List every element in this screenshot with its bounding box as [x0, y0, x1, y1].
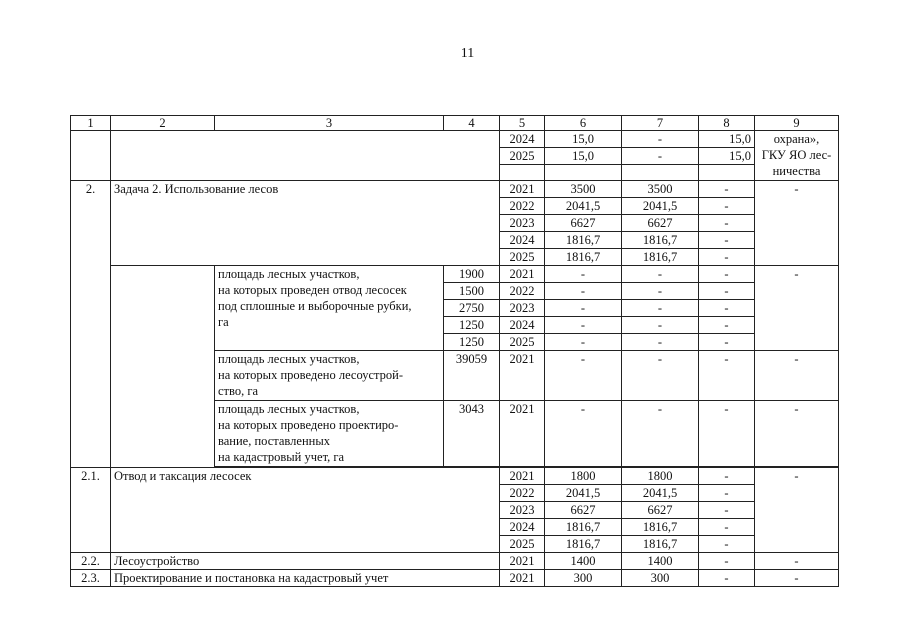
value-cell: 1816,7: [545, 519, 622, 536]
item-name-cell: Лесоустройство: [111, 553, 500, 570]
column-number: 2: [111, 116, 215, 131]
column-number: 5: [500, 116, 545, 131]
table-row: [71, 181, 839, 198]
year-cell: 2025: [500, 148, 545, 165]
value-cell: 1816,7: [545, 232, 622, 249]
value-cell: -: [622, 317, 699, 334]
value-cell: -: [622, 266, 699, 283]
year-cell: 2023: [500, 215, 545, 232]
value-cell: 1816,7: [622, 536, 699, 553]
value-cell: 1816,7: [545, 536, 622, 553]
value-cell: 2041,5: [545, 198, 622, 215]
empty-cell: [111, 266, 215, 468]
value-cell: -: [699, 215, 755, 232]
empty-cell: [500, 165, 545, 181]
value-cell: 1816,7: [622, 232, 699, 249]
target-value-cell: 1250: [444, 334, 500, 351]
year-cell: 2022: [500, 283, 545, 300]
column-numbers-row: [71, 116, 839, 131]
executor-cell: -: [755, 266, 839, 351]
value-cell: -: [622, 401, 699, 467]
value-cell: -: [699, 198, 755, 215]
column-number: 1: [71, 116, 111, 131]
value-cell: 6627: [622, 215, 699, 232]
indicator-text: площадь лесных участков, на которых проведено проектиро- вание, поставленных на кадастровый учет, га: [215, 401, 444, 467]
year-cell: 2024: [500, 232, 545, 249]
value-cell: -: [622, 148, 699, 165]
item-name-cell: Отвод и таксация лесосек: [111, 468, 500, 553]
value-cell: -: [699, 502, 755, 519]
value-cell: 6627: [622, 502, 699, 519]
year-cell: 2025: [500, 334, 545, 351]
executor-cell: -: [755, 351, 839, 401]
value-cell: 1800: [622, 468, 699, 485]
year-cell: 2021: [500, 266, 545, 283]
empty-cell: [622, 165, 699, 181]
value-cell: 15,0: [699, 148, 755, 165]
item-number-cell: 2.2.: [71, 553, 111, 570]
executor-cell: охрана», ГКУ ЯО лес- ничества: [755, 131, 839, 181]
indicator-text: площадь лесных участков, на которых проведено лесоустрой- ство, га: [215, 351, 444, 401]
executor-cell: -: [755, 553, 839, 570]
year-cell: 2022: [500, 485, 545, 502]
value-cell: 15,0: [545, 148, 622, 165]
value-cell: 300: [622, 570, 699, 587]
year-cell: 2025: [500, 249, 545, 266]
value-cell: 1800: [545, 468, 622, 485]
item-number-cell: 2.: [71, 181, 111, 468]
value-cell: 3500: [622, 181, 699, 198]
value-cell: -: [699, 570, 755, 587]
target-value-cell: 2750: [444, 300, 500, 317]
value-cell: 2041,5: [545, 485, 622, 502]
year-cell: 2022: [500, 198, 545, 215]
item-name-cell: Проектирование и постановка на кадастровый учет: [111, 570, 500, 587]
value-cell: -: [545, 351, 622, 401]
value-cell: -: [699, 249, 755, 266]
value-cell: -: [545, 300, 622, 317]
value-cell: 6627: [545, 215, 622, 232]
table-row: [71, 468, 839, 485]
value-cell: 1816,7: [622, 519, 699, 536]
year-cell: 2021: [500, 553, 545, 570]
year-cell: 2021: [500, 181, 545, 198]
value-cell: -: [699, 536, 755, 553]
target-value-cell: 1250: [444, 317, 500, 334]
empty-cell: [111, 131, 500, 181]
value-cell: 15,0: [545, 131, 622, 148]
column-number: 8: [699, 116, 755, 131]
year-cell: 2021: [500, 468, 545, 485]
year-cell: 2025: [500, 536, 545, 553]
value-cell: 300: [545, 570, 622, 587]
value-cell: -: [699, 519, 755, 536]
value-cell: -: [699, 553, 755, 570]
value-cell: 1816,7: [545, 249, 622, 266]
table-row: [71, 553, 839, 570]
value-cell: -: [545, 401, 622, 467]
item-number-cell: 2.1.: [71, 468, 111, 553]
year-cell: 2021: [500, 351, 545, 401]
year-cell: 2023: [500, 502, 545, 519]
executor-cell: -: [755, 181, 839, 266]
value-cell: -: [699, 232, 755, 249]
value-cell: -: [699, 317, 755, 334]
executor-cell: -: [755, 468, 839, 553]
value-cell: -: [622, 334, 699, 351]
column-number: 4: [444, 116, 500, 131]
column-number: 3: [215, 116, 444, 131]
value-cell: 3500: [545, 181, 622, 198]
value-cell: -: [699, 468, 755, 485]
empty-cell: [71, 131, 111, 181]
value-cell: -: [699, 351, 755, 401]
column-number: 7: [622, 116, 699, 131]
empty-cell: [545, 165, 622, 181]
item-name-cell: Задача 2. Использование лесов: [111, 181, 500, 266]
program-table: [70, 115, 839, 587]
value-cell: -: [622, 351, 699, 401]
target-value-cell: 1900: [444, 266, 500, 283]
year-cell: 2024: [500, 131, 545, 148]
value-cell: -: [622, 300, 699, 317]
value-cell: -: [545, 334, 622, 351]
target-value-cell: 3043: [444, 401, 500, 467]
year-cell: 2021: [500, 570, 545, 587]
empty-cell: [699, 165, 755, 181]
column-number: 9: [755, 116, 839, 131]
value-cell: -: [699, 401, 755, 467]
executor-cell: -: [755, 570, 839, 587]
item-number-cell: 2.3.: [71, 570, 111, 587]
value-cell: -: [622, 131, 699, 148]
value-cell: -: [545, 266, 622, 283]
target-value-cell: 1500: [444, 283, 500, 300]
value-cell: -: [545, 283, 622, 300]
value-cell: 15,0: [699, 131, 755, 148]
value-cell: -: [699, 300, 755, 317]
table-row: [71, 131, 839, 148]
indicator-text: площадь лесных участков, на которых проведен отвод лесосек под сплошные и выборочные рубки, га: [215, 266, 444, 351]
target-value-cell: 39059: [444, 351, 500, 401]
column-number: 6: [545, 116, 622, 131]
year-cell: 2023: [500, 300, 545, 317]
value-cell: 1400: [622, 553, 699, 570]
table-row: [71, 570, 839, 587]
value-cell: -: [699, 266, 755, 283]
value-cell: 6627: [545, 502, 622, 519]
value-cell: -: [699, 181, 755, 198]
value-cell: -: [699, 485, 755, 502]
value-cell: -: [622, 283, 699, 300]
value-cell: 2041,5: [622, 198, 699, 215]
year-cell: 2024: [500, 519, 545, 536]
value-cell: 1400: [545, 553, 622, 570]
table-row: [71, 266, 839, 283]
value-cell: 2041,5: [622, 485, 699, 502]
value-cell: -: [545, 317, 622, 334]
value-cell: -: [699, 334, 755, 351]
executor-cell: -: [755, 401, 839, 467]
page-number: 11: [460, 46, 475, 61]
value-cell: -: [699, 283, 755, 300]
value-cell: 1816,7: [622, 249, 699, 266]
year-cell: 2021: [500, 401, 545, 467]
year-cell: 2024: [500, 317, 545, 334]
